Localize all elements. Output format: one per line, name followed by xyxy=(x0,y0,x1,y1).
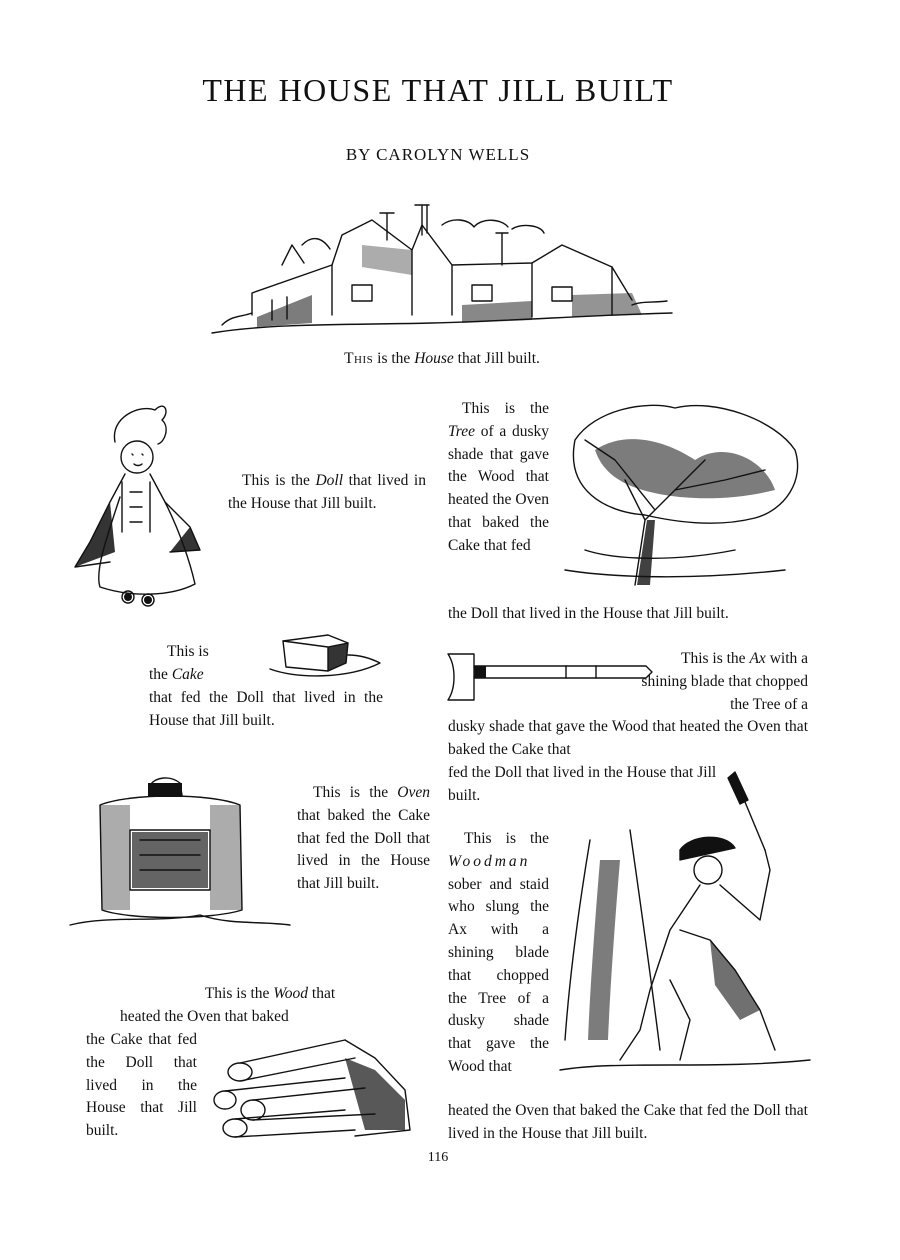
doll-text: This is the Doll that lived in the House that Jill built. xyxy=(228,472,426,512)
wood-text-line2: heated the Oven that baked xyxy=(120,1008,289,1025)
ax-illustration xyxy=(446,652,656,704)
page-number: 116 xyxy=(427,1150,449,1165)
oven-text: This is the Oven that baked the Cake that fed the Doll that lived in the House that Jill built. xyxy=(297,784,430,893)
tree-text: This is the Tree of a dusky shade that gave the Wood that heated the Oven that baked the Cake that fed xyxy=(448,400,549,554)
author-byline: BY CAROLYN WELLS xyxy=(345,145,531,164)
tree-text-tail: the Doll that lived in the House that Jill built. xyxy=(448,605,729,622)
cake-illustration xyxy=(268,633,383,683)
ax-text-tail: fed the Doll that lived in the House that Jill built. xyxy=(448,764,717,804)
cake-text-rest: that fed the Doll that lived in the House that Jill built. xyxy=(149,689,383,729)
ax-text: This is the Ax with a shining blade that chopped the Tree of a xyxy=(641,650,808,713)
house-caption: This is the House that Jill built. xyxy=(344,350,540,367)
wood-pile-illustration xyxy=(205,1030,417,1142)
house-illustration xyxy=(212,205,672,343)
page-title: THE HOUSE THAT JILL BUILT xyxy=(202,72,674,108)
oven-illustration xyxy=(70,775,290,945)
woodman-text: This is the Woodman sober and staid who slung the Ax with a shining blade that chopped the Tree of a dusky shade that gave the Wood that xyxy=(448,830,549,1075)
woodman-text-tail: heated the Oven that baked the Cake that fed the Doll that lived in the House that Jill built. xyxy=(448,1102,808,1142)
wood-text-rest: the Cake that fed the Doll that lived in the House that Jill built. xyxy=(86,1031,197,1140)
cake-text-line2: the Cake xyxy=(149,666,204,683)
tree-illustration xyxy=(555,400,805,588)
ax-text-rest: dusky shade that gave the Wood that heated the Oven that baked the Cake that xyxy=(448,718,808,758)
wood-text-line1: This is the Wood that xyxy=(204,985,336,1002)
cake-text-line1: This is xyxy=(167,643,209,660)
woodman-illustration xyxy=(560,770,810,1090)
doll-illustration xyxy=(70,402,220,607)
